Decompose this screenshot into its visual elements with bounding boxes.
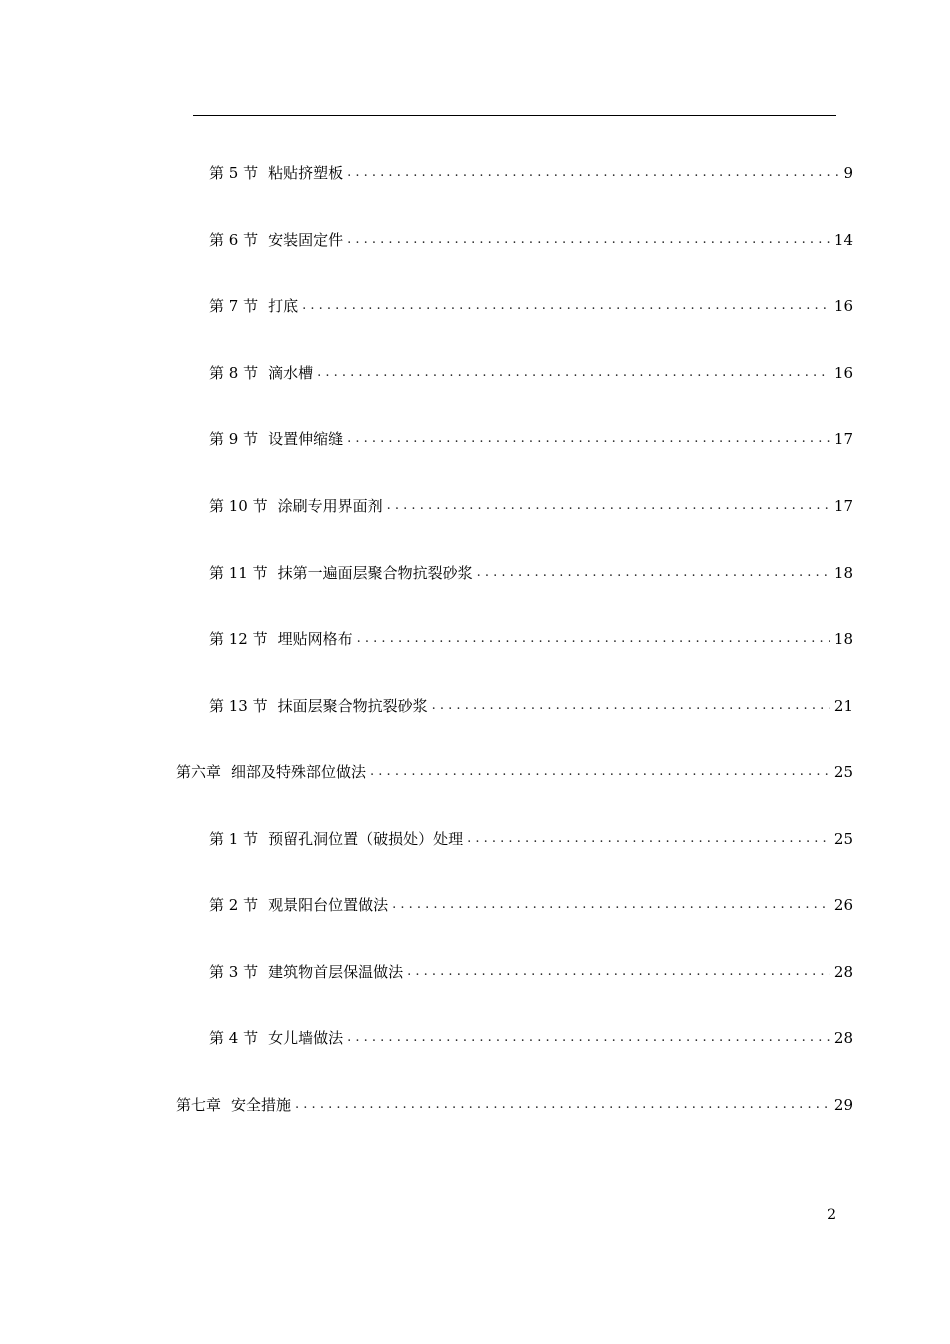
toc-entry[interactable] (209, 161, 853, 185)
toc-entry[interactable] (209, 427, 853, 451)
toc-entry-number: 第 2 节 (209, 896, 259, 914)
toc-entry[interactable] (209, 893, 853, 917)
toc-entry-title: 建筑物首层保温做法 (268, 963, 404, 981)
toc-chapter-entry[interactable] (176, 760, 853, 784)
toc-entry-number: 第 4 节 (209, 1029, 259, 1047)
toc-entry-number: 第 5 节 (209, 164, 259, 182)
toc-entry-title: 打底 (268, 297, 299, 315)
toc-entry-page: 18 (833, 564, 853, 582)
toc-entry-number: 第 1 节 (209, 830, 259, 848)
toc-entry-title: 安装固定件 (268, 231, 344, 249)
toc-entry-page: 29 (833, 1096, 853, 1114)
toc-chapter-entry[interactable] (176, 1093, 853, 1117)
toc-entry[interactable] (209, 694, 853, 718)
toc-entry-title: 设置伸缩缝 (268, 430, 344, 448)
toc-entry-page: 16 (833, 297, 853, 315)
toc-entry-number: 第 9 节 (209, 430, 259, 448)
toc-entry-number: 第 13 节 (209, 697, 268, 715)
toc-entry-number: 第 7 节 (209, 297, 259, 315)
toc-dot-leader (467, 827, 830, 851)
toc-dot-leader (407, 960, 830, 984)
toc-entry[interactable] (209, 561, 853, 585)
toc-entry-page: 17 (833, 430, 853, 448)
toc-entry[interactable] (209, 228, 853, 252)
toc-entry-page: 25 (833, 830, 853, 848)
toc-entry-number: 第 12 节 (209, 630, 268, 648)
toc-entry-page: 14 (833, 231, 853, 249)
toc-entry-title: 安全措施 (231, 1096, 292, 1114)
header-rule (193, 115, 836, 116)
toc-dot-leader (295, 1093, 830, 1117)
toc-dot-leader (370, 760, 830, 784)
toc-entry[interactable] (209, 361, 853, 385)
toc-entry-page: 9 (843, 164, 853, 182)
toc-dot-leader (357, 627, 830, 651)
toc-entry[interactable] (209, 627, 853, 651)
toc-entry[interactable] (209, 827, 853, 851)
toc-entry[interactable] (209, 494, 853, 518)
toc-entry-page: 28 (833, 963, 853, 981)
toc-entry-page: 17 (833, 497, 853, 515)
toc-entry-title: 细部及特殊部位做法 (231, 763, 367, 781)
toc-dot-leader (392, 893, 830, 917)
toc-dot-leader (347, 228, 830, 252)
toc-entry-page: 21 (833, 697, 853, 715)
toc-dot-leader (347, 161, 839, 185)
toc-entry-page: 25 (833, 763, 853, 781)
toc-entry-number: 第 10 节 (209, 497, 268, 515)
toc-entry[interactable] (209, 294, 853, 318)
toc-entry-title: 粘贴挤塑板 (268, 164, 344, 182)
toc-entry-number: 第七章 (176, 1096, 222, 1114)
toc-entry-title: 抹第一遍面层聚合物抗裂砂浆 (277, 564, 473, 582)
toc-entry-page: 16 (833, 364, 853, 382)
toc-entry[interactable] (209, 1026, 853, 1050)
toc-dot-leader (302, 294, 830, 318)
toc-entry-page: 28 (833, 1029, 853, 1047)
toc-entry-title: 埋贴网格布 (277, 630, 353, 648)
toc-dot-leader (317, 361, 830, 385)
toc-entry-number: 第 3 节 (209, 963, 259, 981)
toc-dot-leader (347, 1026, 830, 1050)
toc-dot-leader (432, 694, 830, 718)
toc-entry-title: 抹面层聚合物抗裂砂浆 (277, 697, 428, 715)
toc-entry-number: 第六章 (176, 763, 222, 781)
toc-entry-title: 预留孔洞位置（破损处）处理 (268, 830, 464, 848)
toc-entry-title: 滴水槽 (268, 364, 314, 382)
toc-entry-number: 第 6 节 (209, 231, 259, 249)
toc-dot-leader (347, 427, 830, 451)
page-number: 2 (827, 1207, 836, 1223)
toc-dot-leader (387, 494, 830, 518)
toc-entry-number: 第 8 节 (209, 364, 259, 382)
toc-entry[interactable] (209, 960, 853, 984)
toc-entry-page: 26 (833, 896, 853, 914)
toc-entry-title: 女儿墙做法 (268, 1029, 344, 1047)
toc-entry-title: 涂刷专用界面剂 (277, 497, 383, 515)
toc-entry-number: 第 11 节 (209, 564, 268, 582)
toc-entry-title: 观景阳台位置做法 (268, 896, 389, 914)
toc-entry-page: 18 (833, 630, 853, 648)
toc-dot-leader (477, 561, 830, 585)
